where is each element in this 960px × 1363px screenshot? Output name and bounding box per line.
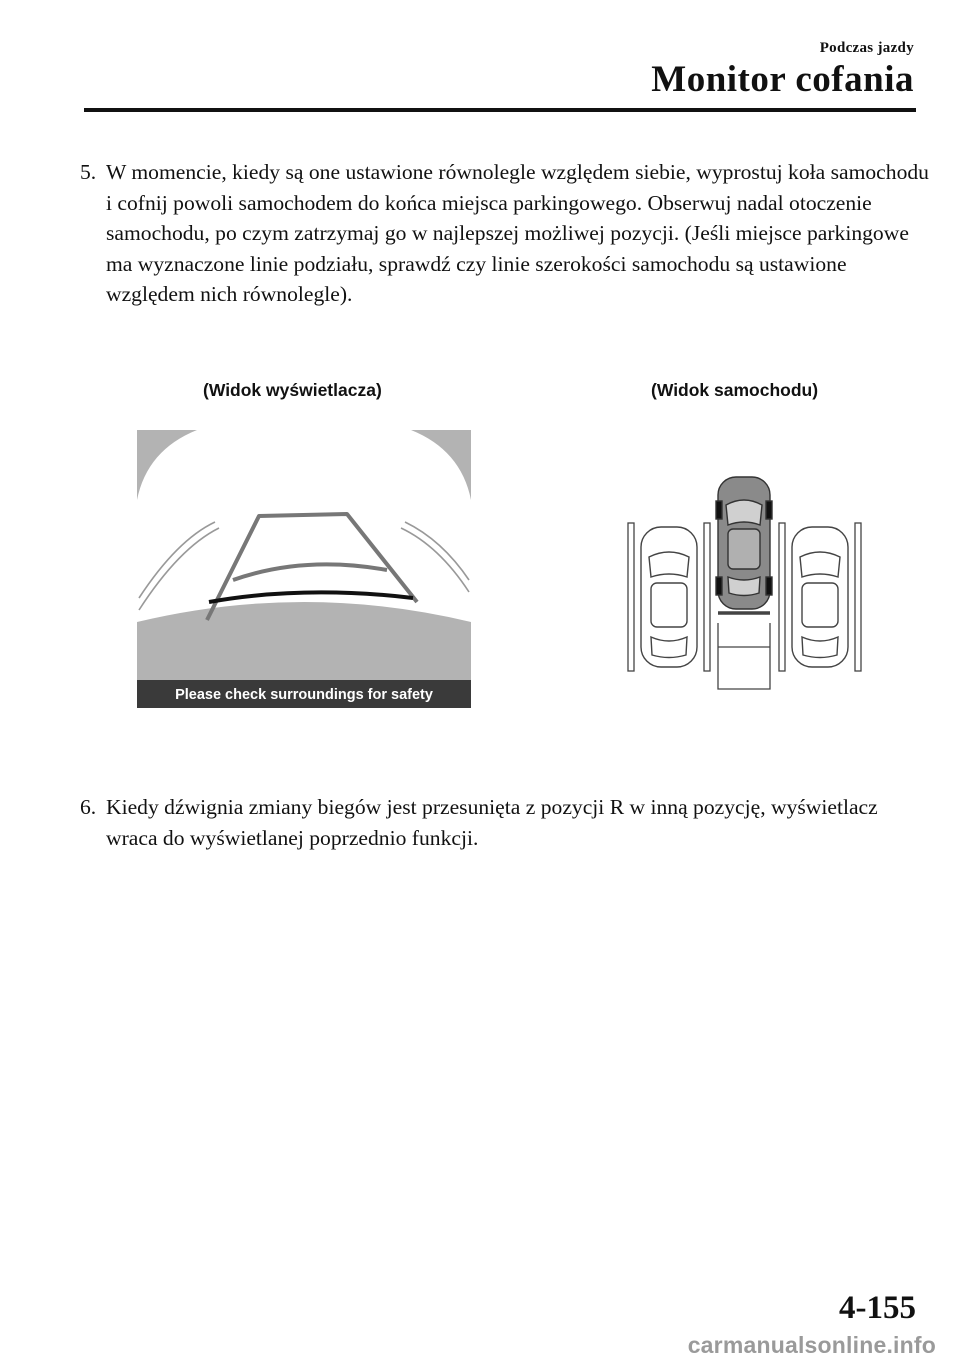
watermark: carmanualsonline.info [687,1332,936,1358]
display-view-illustration [137,430,471,708]
step-text: W momencie, kiedy są one ustawione równolegle względem siebie, wyprostuj koła samochodu i cofnij powoli samochodem do końca miejsca parkingowego. Obserwuj nadal otoczenie samochodu, po czym zatrzymaj go w najlepszej możliwej pozycji. (Jeśli miejsce parkingowe ma wyznaczone linie podziału, sprawdź czy linie szerokości samochodu są ustawione względem nich równolegle). [106,160,929,306]
step-5 [80,157,930,310]
page-number: 4-155 [839,1290,916,1326]
step-6 [80,792,930,853]
display-view-caption: (Widok wyświetlacza) [203,380,382,400]
page-title: Monitor cofania [651,59,914,100]
car-view-caption: (Widok samochodu) [651,380,819,400]
step-number: 5. [80,160,97,184]
car-view-illustration [614,465,868,697]
reversing-car [716,477,772,609]
header-rule [84,108,916,112]
section-label: Podczas jazdy [819,40,914,56]
safety-message: Please check surroundings for safety [175,687,433,703]
step-number: 6. [80,795,97,819]
parked-car-left [641,527,697,667]
parked-car-right [792,527,848,667]
step-text: Kiedy dźwignia zmiany biegów jest przesunięta z pozycji R w inną pozycję, wyświetlacz wraca do wyświetlanej poprzednio funkcji. [106,795,878,850]
